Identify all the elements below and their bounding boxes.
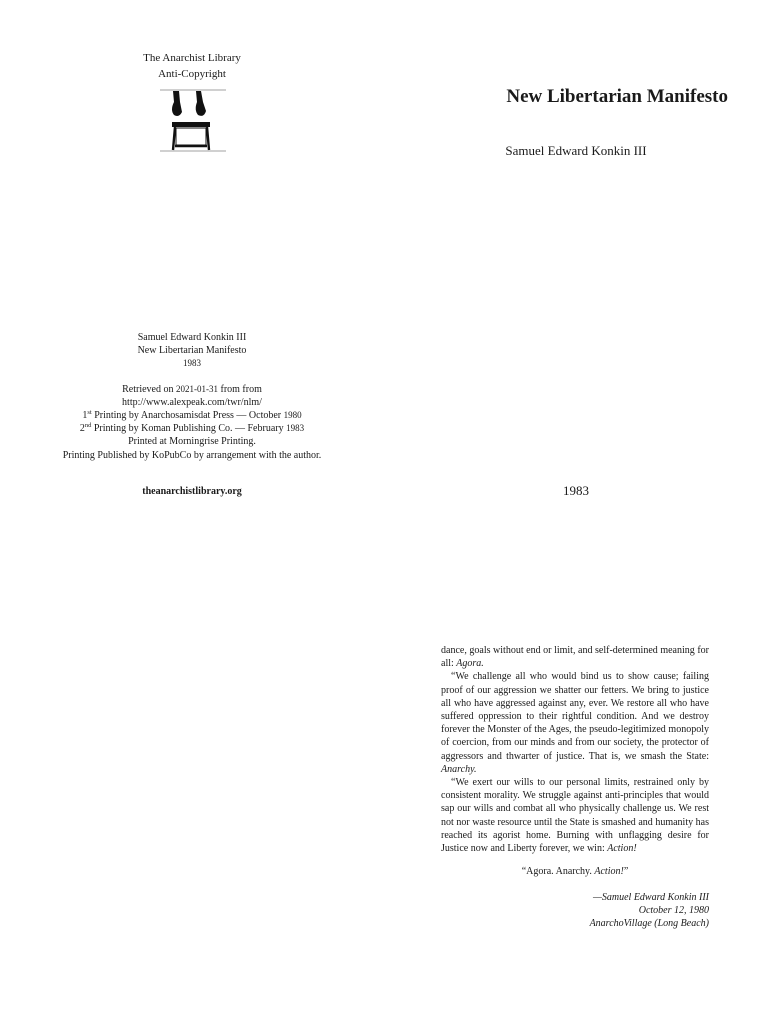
signature-date: October 12, 1980	[638, 905, 709, 917]
paragraph-2: “We challenge all who would bind us to show cause; failing proof of our aggression we shatter our fetters. We bring to justice all who have aggressed against any, ever. We restore all who have suffered oppression to their rightful condition. And we destroy forever the Monster of the Ages, the pseudo-legitimized monopoly of coercion, from our minds and from our society, the protector of aggressors and thwarter of justice. That is, we smash the State: Anarchy.	[441, 671, 709, 775]
library-header	[92, 50, 292, 82]
colophon-author: Samuel Edward Konkin III	[137, 332, 247, 343]
signature-name: —Samuel Edward Konkin III	[592, 892, 709, 903]
stool-with-feet-icon	[160, 88, 226, 154]
text-page	[384, 512, 768, 1024]
published-by: Printing Published by KoPubCo by arrangement with the author.	[62, 449, 322, 461]
signature-place: AnarchoVillage (Long Beach)	[589, 918, 709, 930]
paragraph-3: “We exert our wills to our personal limits, restrained only by consistent morality. We struggle against anti-principles that would sap our wills and combat all who physically challenge us. We rest not nor waste resource until the State is smashed and humanity has reached its agorist home. Burning with unflagging desire for Justice now and Liberty forever, we win: Action!	[441, 777, 709, 855]
colophon	[62, 331, 322, 462]
blank-page	[0, 512, 384, 1024]
closing-quote: “Agora. Anarchy. Action!”	[521, 866, 629, 877]
anti-copyright-label: Anti-Copyright	[158, 68, 226, 80]
source-url: http://www.alexpeak.com/twr/nlm/	[122, 396, 262, 408]
book-author: Samuel Edward Konkin III	[505, 143, 647, 158]
library-copyright-page	[0, 0, 384, 512]
retrieved-line: Retrieved on 2021-01-31 from from	[122, 383, 262, 395]
title-page	[384, 0, 768, 512]
library-site: theanarchistlibrary.org	[142, 486, 242, 497]
book-year: 1983	[563, 483, 589, 498]
book-title: New Libertarian Manifesto	[506, 86, 728, 107]
printed-at: Printed at Morningrise Printing.	[128, 436, 256, 448]
paragraph-1: dance, goals without end or limit, and self-determined meaning for all: Agora.	[441, 645, 709, 670]
signature-block	[441, 891, 709, 931]
colophon-title: New Libertarian Manifesto	[137, 345, 247, 357]
colophon-year: 1983	[183, 358, 201, 369]
body-text	[441, 644, 709, 855]
library-name: The Anarchist Library	[143, 52, 241, 64]
second-printing: 2nd Printing by Koman Publishing Co. — February 1983	[79, 422, 305, 435]
first-printing: 1st Printing by Anarchosamisdat Press — October 1980	[82, 409, 302, 422]
